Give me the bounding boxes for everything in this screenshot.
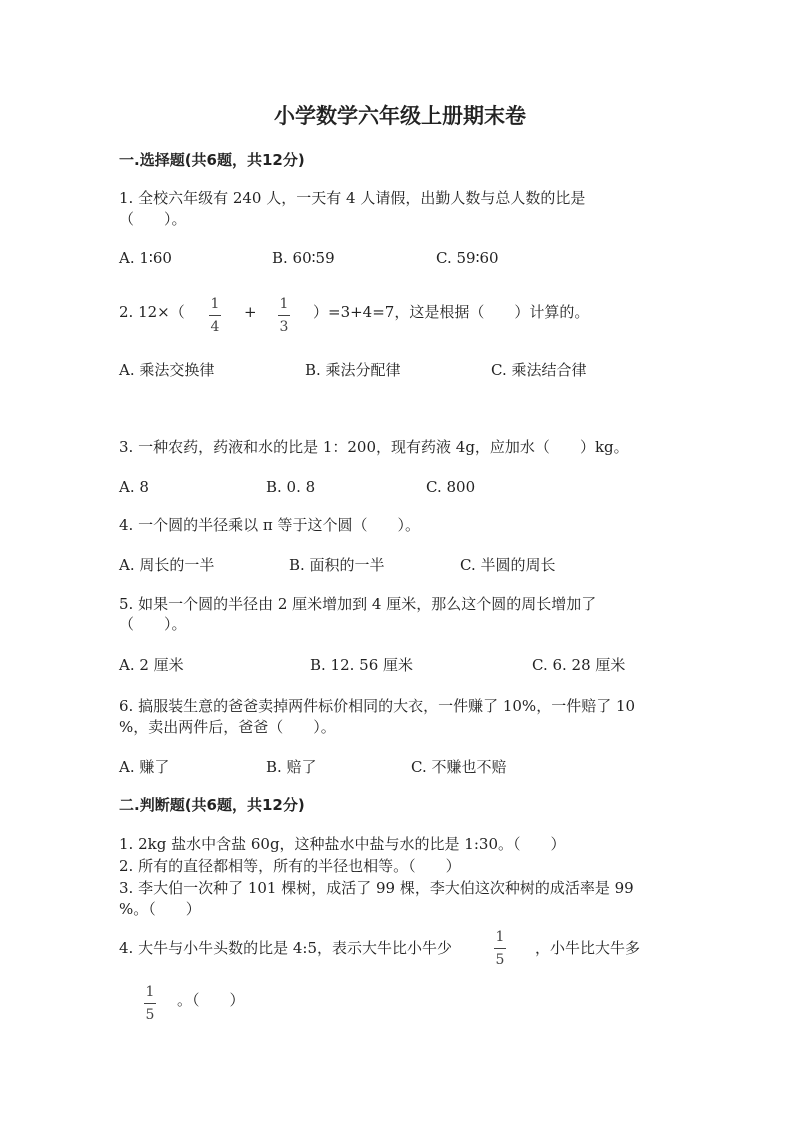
section-heading-judgment: 二.判断题(共6题，共12分) [119, 796, 305, 814]
q4-option-a: A. 周长的一半 [119, 556, 215, 574]
j4-fraction-1-denominator: 5 [495, 952, 505, 968]
q4-option-b: B. 面积的一半 [289, 556, 385, 574]
q5-option-b: B. 12. 56 厘米 [310, 656, 414, 674]
j1-text: 1. 2kg 盐水中含盐 60g，这种盐水中盐与水的比是 1:30。（ ） [119, 835, 566, 853]
section-heading-choice: 一.选择题(共6题，共12分) [119, 151, 305, 169]
j4-text-pre: 4. 大牛与小牛头数的比是 4:5，表示大牛比小牛少 [119, 939, 452, 957]
j4-fraction-2-denominator: 5 [145, 1007, 155, 1023]
q6-option-a: A. 赚了 [119, 758, 170, 776]
q6-text-cont: %，卖出两件后，爸爸（ ）。 [119, 718, 336, 736]
j3-text: 3. 李大伯一次种了 101 棵树，成活了 99 棵，李大伯这次种树的成活率是 99 [119, 879, 634, 897]
q2-fraction-2-numerator: 1 [279, 296, 289, 312]
j4-text-mid: ，小牛比大牛多 [535, 939, 641, 957]
q5-option-c: C. 6. 28 厘米 [532, 656, 626, 674]
q2-option-a: A. 乘法交换律 [119, 361, 215, 379]
page-title: 小学数学六年级上册期末卷 [274, 104, 526, 128]
j2-text: 2. 所有的直径都相等，所有的半径也相等。（ ） [119, 857, 461, 875]
q5-text: 5. 如果一个圆的半径由 2 厘米增加到 4 厘米，那么这个圆的周长增加了 [119, 595, 597, 613]
q6-option-b: B. 赔了 [266, 758, 317, 776]
j3-text-cont: %。（ ） [119, 900, 201, 918]
q3-text: 3. 一种农药，药液和水的比是 1：200，现有药液 4g，应加水（ ）kg。 [119, 438, 629, 456]
q1-option-a: A. 1∶60 [119, 249, 172, 267]
j4-fraction-2 [144, 984, 156, 1023]
q3-option-a: A. 8 [119, 478, 149, 496]
j4-fraction-2-numerator: 1 [145, 984, 155, 1000]
q4-option-c: C. 半圆的周长 [460, 556, 556, 574]
q1-option-b: B. 60∶59 [272, 249, 335, 267]
j4-text-post: 。（ ） [177, 991, 245, 1009]
q3-option-b: B. 0. 8 [266, 478, 316, 496]
q2-text-pre: 2. 12×（ [119, 303, 185, 321]
q5-option-a: A. 2 厘米 [119, 656, 184, 674]
q4-text: 4. 一个圆的半径乘以 π 等于这个圆（ ）。 [119, 516, 420, 534]
q1-text: 1. 全校六年级有 240 人，一天有 4 人请假，出勤人数与总人数的比是 [119, 189, 586, 207]
q2-plus: + [244, 303, 257, 321]
q2-fraction-1 [209, 296, 221, 335]
q5-text-cont: （ ）。 [119, 615, 187, 633]
q2-text-post: ）=3+4=7，这是根据（ ）计算的。 [313, 303, 590, 321]
q2-fraction-2-denominator: 3 [279, 319, 289, 335]
q2-fraction-1-denominator: 4 [210, 319, 220, 335]
q3-option-c: C. 800 [426, 478, 476, 496]
q2-option-c: C. 乘法结合律 [491, 361, 587, 379]
q6-text: 6. 搞服装生意的爸爸卖掉两件标价相同的大衣，一件赚了 10%，一件赔了 10 [119, 697, 636, 715]
q2-fraction-1-numerator: 1 [210, 296, 220, 312]
q1-text-cont: （ ）。 [119, 210, 187, 228]
j4-fraction-1-numerator: 1 [495, 929, 505, 945]
q6-option-c: C. 不赚也不赔 [411, 758, 507, 776]
q2-option-b: B. 乘法分配律 [305, 361, 401, 379]
q2-fraction-2 [278, 296, 290, 335]
j4-fraction-1 [494, 929, 506, 968]
q1-option-c: C. 59∶60 [436, 249, 499, 267]
